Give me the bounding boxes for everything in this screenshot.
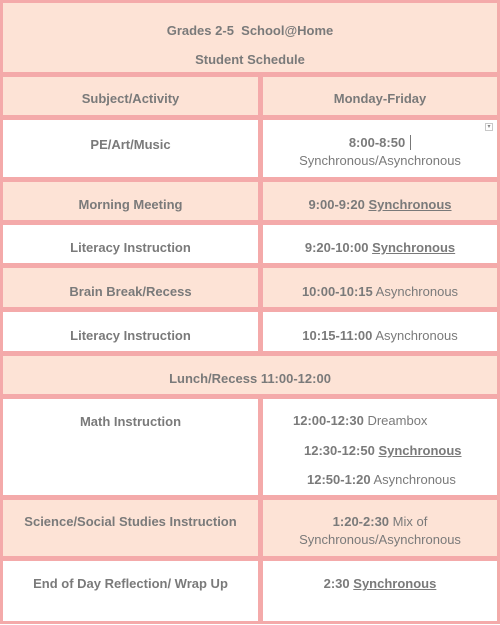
mode-text: Asynchronous [375,328,458,343]
time-range: 9:20-10:00 [304,240,369,255]
math-slot [307,471,456,489]
time-range: 8:00-8:50 [348,135,406,150]
subject-cell: Brain Break/Recess [3,268,258,307]
column-header-subject: Subject/Activity [3,77,258,115]
mode-link[interactable]: Synchronous [353,576,437,591]
time-cell [263,500,497,556]
time-cell [263,312,497,351]
time-range: 12:50-1:20 [307,472,371,487]
time-cell [263,399,497,495]
time-cell [263,268,497,307]
time-range: 1:20-2:30 [332,514,390,529]
time-range: 10:00-10:15 [301,284,373,299]
math-slot [304,442,462,460]
mode-link[interactable]: Synchronous [372,240,456,255]
header-subtitle: Student Schedule [195,52,305,67]
mode-text: Mix of [392,514,428,529]
text-cursor [410,135,411,150]
mode-text: Asynchronous [373,472,456,487]
time-range: 12:30-12:50 [304,443,375,458]
schedule-header [3,3,497,72]
subject-cell: End of Day Reflection/ Wrap Up [3,561,258,621]
subject-cell: PE/Art/Music [3,120,258,177]
time-cell [263,182,497,220]
mode-link[interactable]: Synchronous [368,197,452,212]
mode-text: Synchronous/Asynchronous [299,532,461,547]
time-cell [263,561,497,621]
subject-cell: Science/Social Studies Instruction [3,500,258,556]
subject-cell: Math Instruction [3,399,258,495]
mode-link[interactable]: Synchronous [378,443,462,458]
time-range: 9:00-9:20 [308,197,365,212]
header-title: Grades 2-5 School@Home [166,23,334,38]
time-cell [263,120,497,177]
mode-text: Asynchronous [375,284,459,299]
subject-cell: Morning Meeting [3,182,258,220]
mode-text: Synchronous/Asynchronous [299,153,461,168]
mode-text: Dreambox [367,413,428,428]
math-slot [293,412,427,430]
lunch-row: Lunch/Recess 11:00-12:00 [3,356,497,394]
subject-cell: Literacy Instruction [3,312,258,351]
time-range: 2:30 [323,576,350,591]
column-header-days: Monday-Friday [263,77,497,115]
resize-handle-icon: ▾ [485,123,493,131]
time-range: 12:00-12:30 [293,413,364,428]
subject-cell: Literacy Instruction [3,225,258,263]
time-cell [263,225,497,263]
time-range: 10:15-11:00 [302,328,373,343]
